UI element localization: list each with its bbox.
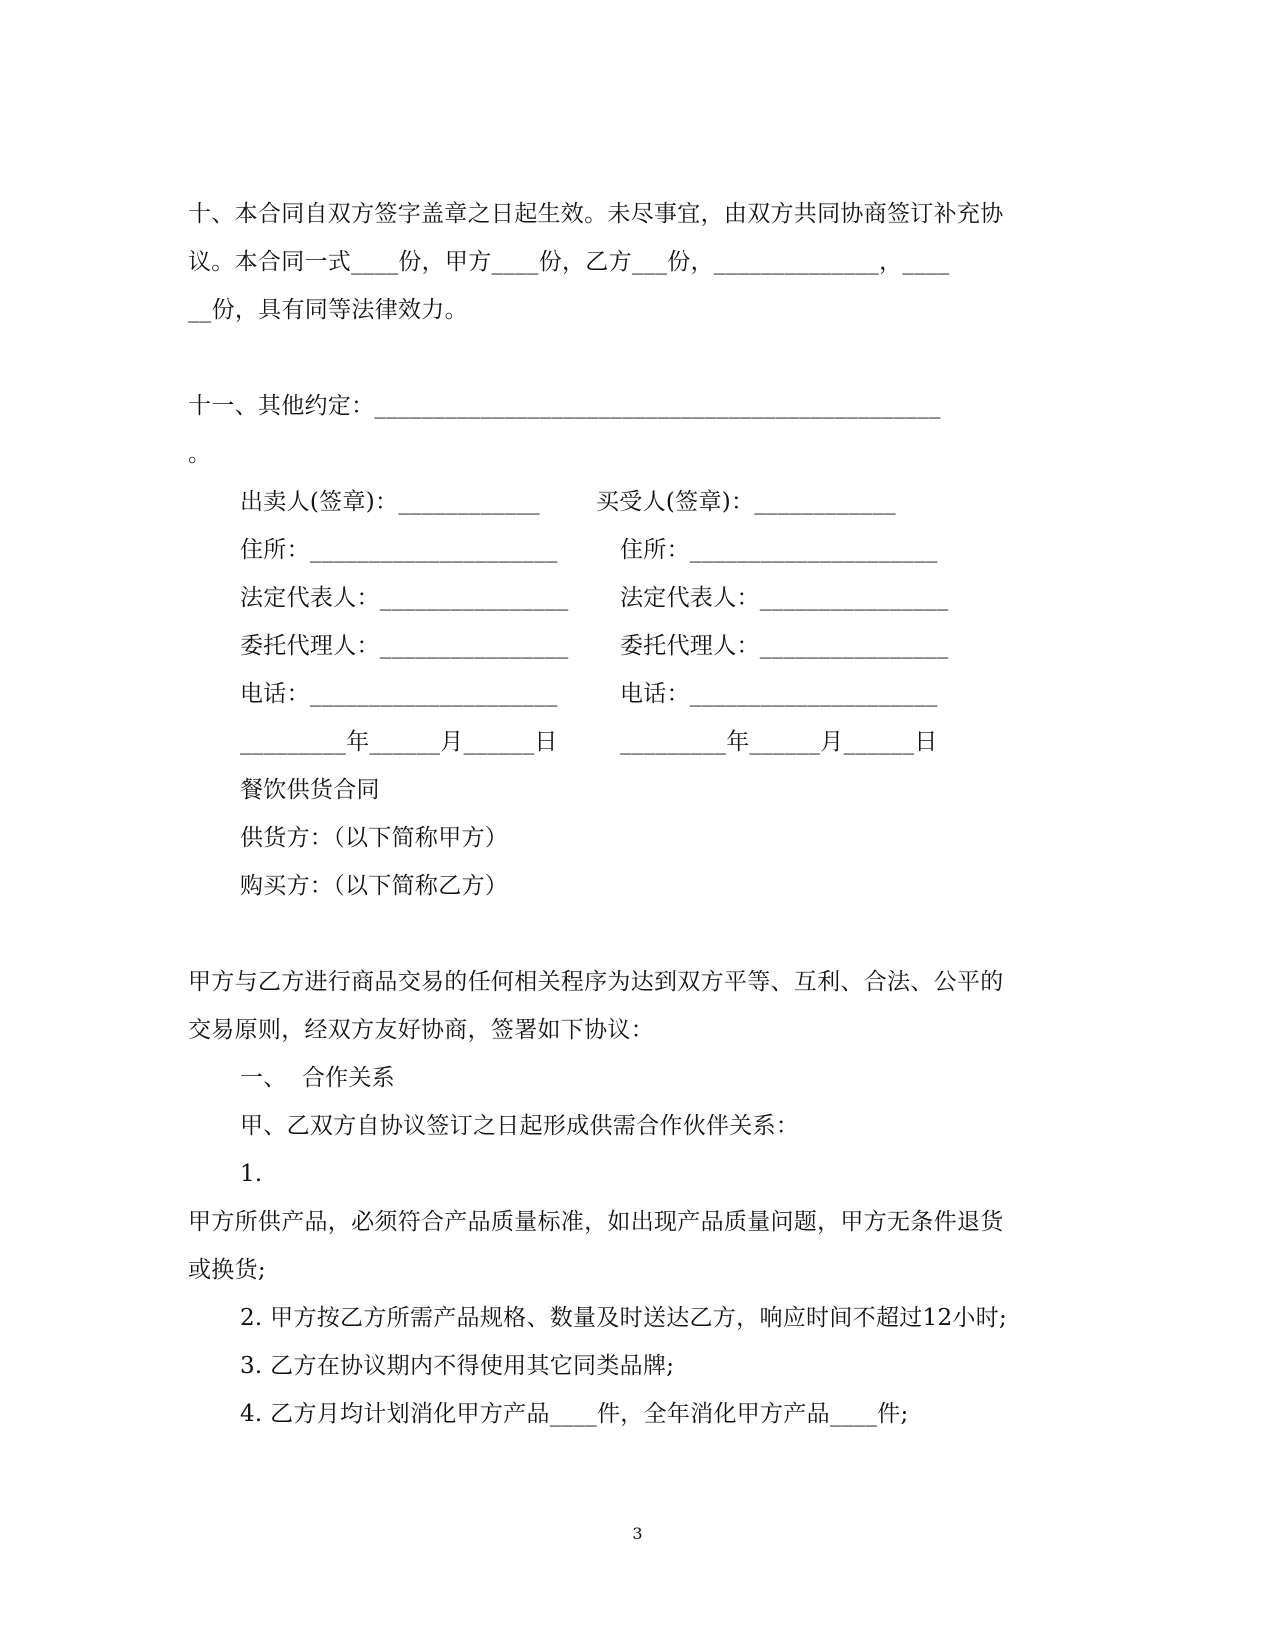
clause-11-line-1: 十一、其他约定：________________________________________________ xyxy=(188,393,941,419)
item-4: 4. 乙方月均计划消化甲方产品____件，全年消化甲方产品____件; xyxy=(240,1401,909,1427)
page-number: 3 xyxy=(632,1524,643,1543)
seller-date-field: _________年______月______日 xyxy=(240,729,558,755)
contract-title: 餐饮供货合同 xyxy=(240,777,380,803)
seller-signature-field: 出卖人(签章)：____________ xyxy=(240,489,540,515)
item-3: 3. 乙方在协议期内不得使用其它同类品牌; xyxy=(240,1353,675,1379)
clause-10-line-3: __份，具有同等法律效力。 xyxy=(188,297,468,323)
buyer-agent-field: 委托代理人：________________ xyxy=(620,633,949,659)
clause-11-line-2: 。 xyxy=(188,441,212,467)
clause-10-line-2: 议。本合同一式____份，甲方____份，乙方___份，______________，____ xyxy=(188,249,950,275)
clause-10-line-1: 十、本合同自双方签字盖章之日起生效。未尽事宜，由双方共同协商签订补充协 xyxy=(188,201,1004,227)
buyer-date-field: _________年______月______日 xyxy=(620,729,938,755)
section-1-heading: 一、 合作关系 xyxy=(240,1065,396,1091)
item-1-line-2: 或换货; xyxy=(188,1257,266,1283)
supplier-line: 供货方：（以下简称甲方） xyxy=(240,825,509,851)
purchaser-line: 购买方：（以下简称乙方） xyxy=(240,873,509,899)
seller-legal-rep-field: 法定代表人：________________ xyxy=(240,585,569,611)
seller-agent-field: 委托代理人：________________ xyxy=(240,633,569,659)
intro-line-1: 甲方与乙方进行商品交易的任何相关程序为达到双方平等、互利、合法、公平的 xyxy=(188,969,1004,995)
item-2: 2. 甲方按乙方所需产品规格、数量及时送达乙方，响应时间不超过12小时; xyxy=(240,1305,1008,1331)
seller-address-field: 住所：_____________________ xyxy=(240,537,558,563)
item-1-number: 1. xyxy=(240,1161,263,1187)
buyer-legal-rep-field: 法定代表人：________________ xyxy=(620,585,949,611)
intro-line-2: 交易原则，经双方友好协商，签署如下协议： xyxy=(188,1017,654,1043)
section-1-text: 甲、乙双方自协议签订之日起形成供需合作伙伴关系： xyxy=(240,1113,800,1139)
buyer-phone-field: 电话：_____________________ xyxy=(620,681,938,707)
item-1-line-1: 甲方所供产品，必须符合产品质量标准，如出现产品质量问题，甲方无条件退货 xyxy=(188,1209,1004,1235)
seller-phone-field: 电话：_____________________ xyxy=(240,681,558,707)
buyer-signature-field: 买受人(签章)：____________ xyxy=(596,489,896,515)
buyer-address-field: 住所：_____________________ xyxy=(620,537,938,563)
